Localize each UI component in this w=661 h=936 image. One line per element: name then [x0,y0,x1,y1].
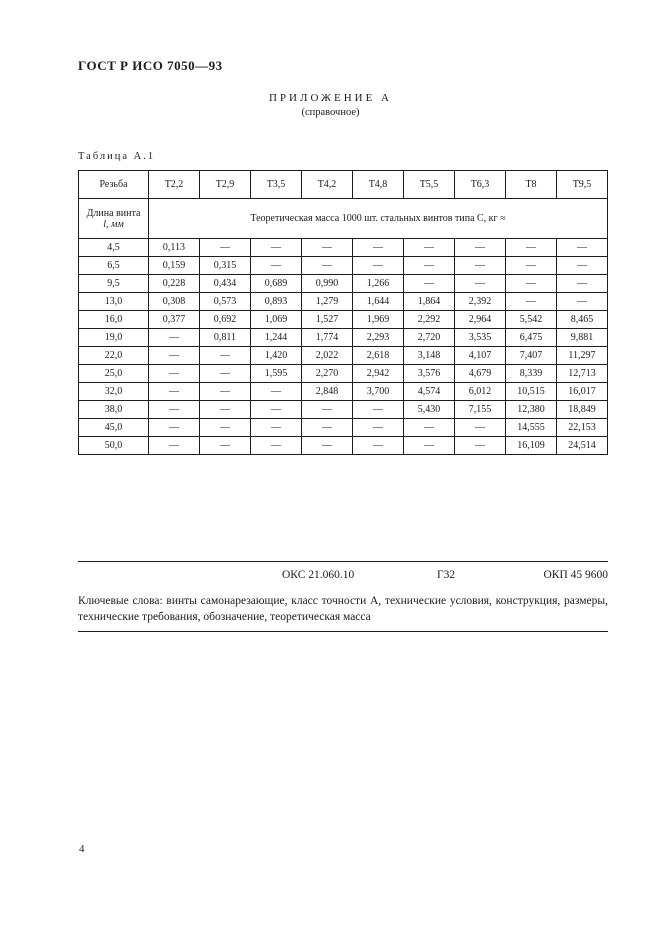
mass-cell: 0,893 [251,293,302,311]
mass-cell: 8,465 [557,311,608,329]
page-number: 4 [79,843,85,855]
length-cell: 9,5 [79,275,149,293]
mass-cell: 2,292 [404,311,455,329]
mass-cell: 3,148 [404,347,455,365]
mass-cell: 0,228 [149,275,200,293]
document-code: ГОСТ Р ИСО 7050—93 [78,58,223,73]
mass-cell: — [251,401,302,419]
table-row [79,437,608,455]
mass-cell: 0,573 [200,293,251,311]
table-row [79,419,608,437]
mass-cell: 5,542 [506,311,557,329]
mass-cell: 1,420 [251,347,302,365]
table-header-row [79,171,608,199]
footer-top-rule [78,561,608,562]
thread-column-header: Т8 [506,171,557,199]
mass-cell: 1,527 [302,311,353,329]
mass-cell: — [557,293,608,311]
mass-cell: — [251,419,302,437]
table-row [79,293,608,311]
mass-cell: 1,244 [251,329,302,347]
length-cell: 13,0 [79,293,149,311]
thread-column-header: Т3,5 [251,171,302,199]
mass-cell: — [251,239,302,257]
mass-cell: 2,270 [302,365,353,383]
length-cell: 32,0 [79,383,149,401]
mass-cell: 2,293 [353,329,404,347]
mass-cell: — [455,257,506,275]
mass-cell: — [200,383,251,401]
mass-cell: 3,535 [455,329,506,347]
mass-cell: 1,069 [251,311,302,329]
mass-cell: 0,434 [200,275,251,293]
mass-cell: — [353,437,404,455]
mass-cell: — [506,239,557,257]
mass-cell: — [455,239,506,257]
mass-cell: — [149,347,200,365]
mass-cell: 16,109 [506,437,557,455]
mass-cell: 1,595 [251,365,302,383]
mass-cell: 8,339 [506,365,557,383]
span-header-cell: Теоретическая масса 1000 шт. стальных винтов типа С, кг ≈ [149,199,608,239]
mass-cell: — [404,419,455,437]
mass-cell: 2,720 [404,329,455,347]
mass-cell: — [506,293,557,311]
mass-cell: — [149,329,200,347]
mass-cell: 2,848 [302,383,353,401]
mass-cell: 12,380 [506,401,557,419]
mass-cell: — [200,401,251,419]
length-cell: 38,0 [79,401,149,419]
mass-cell: 5,430 [404,401,455,419]
mass-cell: 1,969 [353,311,404,329]
mass-cell: — [200,347,251,365]
mass-cell: 1,644 [353,293,404,311]
group-code: Г32 [437,569,456,581]
mass-cell: 4,679 [455,365,506,383]
mass-cell: — [455,419,506,437]
table-row [79,329,608,347]
mass-cell: 7,155 [455,401,506,419]
mass-cell: — [557,275,608,293]
mass-cell: — [149,437,200,455]
keywords-paragraph: Ключевые слова: винты самонарезающие, класс точности А, технические условия, конструкция, размеры, технические требования, обозначение, теоретическая масса [78,595,608,623]
length-header-line2: l, мм [103,218,124,230]
thread-column-header: Т2,2 [149,171,200,199]
mass-cell: 0,159 [149,257,200,275]
mass-cell: 0,692 [200,311,251,329]
table-row [79,257,608,275]
mass-cell: — [353,419,404,437]
mass-cell: — [353,257,404,275]
mass-cell: — [302,239,353,257]
mass-cell: 11,297 [557,347,608,365]
table-row [79,401,608,419]
mass-cell: 1,864 [404,293,455,311]
table-row [79,365,608,383]
oks-code: ОКС 21.060.10 [282,569,355,581]
mass-cell: — [353,239,404,257]
appendix-title: ПРИЛОЖЕНИЕ А [268,92,392,104]
length-header-cell [79,199,149,239]
mass-cell: — [302,257,353,275]
mass-table-body [79,239,608,455]
mass-cell: 14,555 [506,419,557,437]
mass-cell: 24,514 [557,437,608,455]
length-cell: 16,0 [79,311,149,329]
mass-cell: 6,012 [455,383,506,401]
mass-cell: — [404,437,455,455]
mass-cell: 0,315 [200,257,251,275]
table-row [79,311,608,329]
table-row [79,347,608,365]
table-row [79,239,608,257]
length-cell: 4,5 [79,239,149,257]
mass-cell: — [506,275,557,293]
mass-cell: 22,153 [557,419,608,437]
mass-cell: 16,017 [557,383,608,401]
length-cell: 6,5 [79,257,149,275]
mass-cell: 0,689 [251,275,302,293]
mass-cell: 2,964 [455,311,506,329]
mass-cell: — [302,437,353,455]
mass-cell: — [557,239,608,257]
mass-cell: — [251,383,302,401]
mass-cell: — [404,239,455,257]
corner-header-cell: Резьба [79,171,149,199]
length-header-line1: Длина винта [86,207,141,219]
table-label: Таблица А.1 [78,151,156,162]
mass-cell: — [149,383,200,401]
mass-cell: 0,990 [302,275,353,293]
mass-cell: — [404,257,455,275]
thread-column-header: Т4,2 [302,171,353,199]
mass-cell: — [251,257,302,275]
okp-code: ОКП 45 9600 [543,569,608,581]
mass-cell: — [455,437,506,455]
mass-cell: 4,574 [404,383,455,401]
mass-cell: 9,881 [557,329,608,347]
mass-cell: 2,392 [455,293,506,311]
mass-cell: — [149,365,200,383]
mass-cell: — [455,275,506,293]
thread-column-header: Т5,5 [404,171,455,199]
mass-cell: — [200,419,251,437]
mass-cell: — [353,401,404,419]
footer-bottom-rule [78,631,608,632]
length-cell: 25,0 [79,365,149,383]
mass-cell: — [506,257,557,275]
mass-cell: 0,811 [200,329,251,347]
mass-cell: 0,308 [149,293,200,311]
mass-cell: 6,475 [506,329,557,347]
table-subheader-row [79,199,608,239]
table-row [79,383,608,401]
appendix-subtitle: (справочное) [301,107,360,118]
mass-cell: 1,774 [302,329,353,347]
mass-cell: 12,713 [557,365,608,383]
mass-cell: 4,107 [455,347,506,365]
mass-cell: 1,279 [302,293,353,311]
mass-cell: — [200,239,251,257]
mass-cell: 2,618 [353,347,404,365]
length-cell: 45,0 [79,419,149,437]
mass-cell: 10,515 [506,383,557,401]
mass-cell: 0,113 [149,239,200,257]
mass-cell: 1,266 [353,275,404,293]
mass-cell: 18,849 [557,401,608,419]
mass-cell: — [302,419,353,437]
thread-column-header: Т6,3 [455,171,506,199]
thread-column-header: Т2,9 [200,171,251,199]
mass-cell: 0,377 [149,311,200,329]
mass-cell: — [251,437,302,455]
mass-cell: 7,407 [506,347,557,365]
mass-cell: — [200,437,251,455]
length-cell: 50,0 [79,437,149,455]
mass-cell: — [149,419,200,437]
mass-cell: — [557,257,608,275]
table-row [79,275,608,293]
mass-cell: 3,700 [353,383,404,401]
mass-cell: 2,942 [353,365,404,383]
mass-cell: — [302,401,353,419]
length-cell: 19,0 [79,329,149,347]
mass-cell: — [149,401,200,419]
thread-column-header: Т4,8 [353,171,404,199]
mass-cell: 3,576 [404,365,455,383]
length-cell: 22,0 [79,347,149,365]
mass-cell: — [404,275,455,293]
mass-table [78,170,608,455]
mass-cell: 2,022 [302,347,353,365]
mass-cell: — [200,365,251,383]
thread-column-header: Т9,5 [557,171,608,199]
